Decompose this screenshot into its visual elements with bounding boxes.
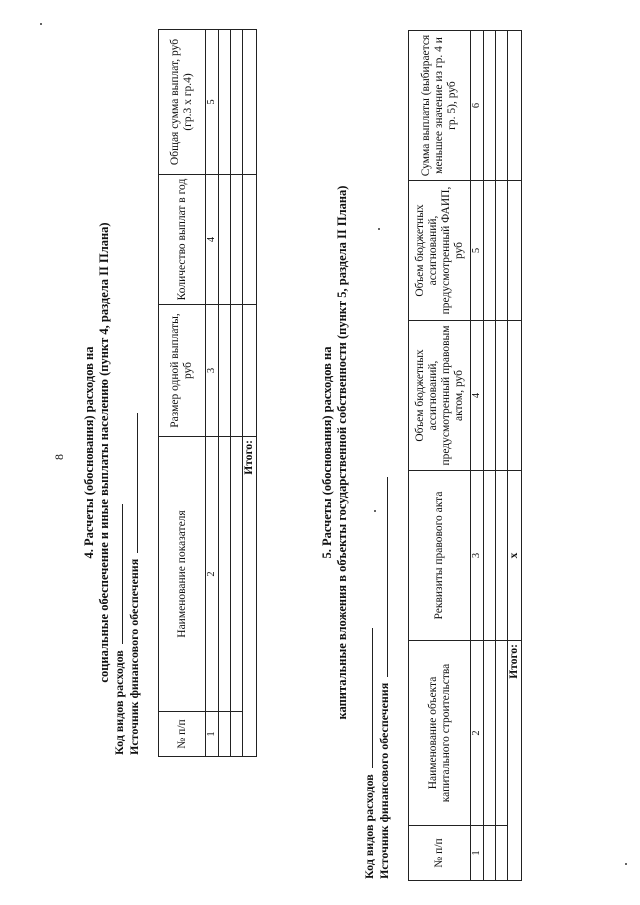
section5-column-number: 3 xyxy=(471,471,484,641)
section4-column-number-row xyxy=(206,30,219,757)
table-cell[interactable] xyxy=(219,30,231,175)
section5-code-label: Код видов расходов xyxy=(362,774,376,879)
scan-speck xyxy=(625,863,627,865)
section5-source-label: Источник финансового обеспечения xyxy=(377,682,391,879)
table-cell[interactable] xyxy=(484,321,496,471)
scan-speck xyxy=(374,510,376,512)
page-number: 8 xyxy=(52,454,66,460)
table-cell[interactable] xyxy=(231,30,243,175)
section5-column-number: 1 xyxy=(471,826,484,881)
table-cell[interactable] xyxy=(231,712,243,757)
scan-speck xyxy=(40,23,42,25)
section5-title-line1: 5. Расчеты (обоснования) расходов на xyxy=(320,346,334,559)
table-cell[interactable] xyxy=(496,471,508,641)
table-cell[interactable] xyxy=(484,471,496,641)
table-cell[interactable] xyxy=(508,31,522,181)
section5-code-line xyxy=(362,628,373,768)
table-cell[interactable] xyxy=(219,712,231,757)
section4-meta xyxy=(112,413,142,755)
section5-title-line2: капитальные вложения в объекты государственной собственности (пункт 5, раздела II Плана) xyxy=(335,185,349,720)
section4-source-line xyxy=(127,413,138,553)
table-cell[interactable] xyxy=(484,641,496,826)
section5-column-number: 2 xyxy=(471,641,484,826)
section4-total-label: Итого: xyxy=(243,437,257,757)
section4-title-line2: социальные обеспечение и иные выплаты населению (пункт 4, раздела II Плана) xyxy=(97,222,111,683)
section5-header-cell: Наименование объекта капитального строительства xyxy=(409,641,471,826)
section5-table xyxy=(408,30,522,881)
section5-column-number: 6 xyxy=(471,31,484,181)
section4-column-number: 3 xyxy=(206,305,219,437)
section5-code-row xyxy=(362,477,377,879)
section5-total-x: x xyxy=(508,471,522,641)
section4-title-line1: 4. Расчеты (обоснования) расходов на xyxy=(82,346,96,559)
table-cell[interactable] xyxy=(231,437,243,712)
table-cell[interactable] xyxy=(484,181,496,321)
section4-column-number: 1 xyxy=(206,712,219,757)
section5-total-row xyxy=(508,31,522,881)
section4-header-row xyxy=(159,30,206,757)
table-cell[interactable] xyxy=(484,31,496,181)
table-cell[interactable] xyxy=(484,826,496,881)
section4-table xyxy=(158,29,257,757)
section5-meta xyxy=(362,477,392,879)
table-cell[interactable] xyxy=(496,641,508,826)
table-cell[interactable] xyxy=(219,305,231,437)
table-cell[interactable] xyxy=(243,305,257,437)
section4-total-row xyxy=(243,30,257,757)
section4-header-cell: Размер одной выплаты, руб xyxy=(159,305,206,437)
table-cell[interactable] xyxy=(496,181,508,321)
table-cell[interactable] xyxy=(508,321,522,471)
table-cell[interactable] xyxy=(219,437,231,712)
section5-header-cell: Реквизиты правового акта xyxy=(409,471,471,641)
table-cell[interactable] xyxy=(496,826,508,881)
section4-title xyxy=(82,0,112,905)
section4-header-cell: Наименование показателя xyxy=(159,437,206,712)
section5-header-cell: № п/п xyxy=(409,826,471,881)
table-cell[interactable] xyxy=(219,175,231,305)
section5-total-label: Итого: xyxy=(508,641,522,881)
table-cell[interactable] xyxy=(508,181,522,321)
section4-column-number: 2 xyxy=(206,437,219,712)
section5-header-row xyxy=(409,31,471,881)
section5-header-cell: Сумма выплаты (выбирается меньшее значение из гр. 4 и гр. 5), руб xyxy=(409,31,471,181)
section4-header-cell: Количество выплат в год xyxy=(159,175,206,305)
table-row xyxy=(496,31,508,881)
section4-source-label: Источник финансового обеспечения xyxy=(127,558,141,755)
section4-code-line xyxy=(112,504,123,644)
section5-column-number-row xyxy=(471,31,484,881)
section4-source-row xyxy=(127,413,142,755)
section5-header-cell: Объем бюджетных ассигнований, предусмотренный ФАИП, руб xyxy=(409,181,471,321)
section4-column-number: 4 xyxy=(206,175,219,305)
scan-speck xyxy=(378,228,380,230)
table-cell[interactable] xyxy=(243,175,257,305)
section4-code-row xyxy=(112,413,127,755)
table-cell[interactable] xyxy=(231,305,243,437)
table-cell[interactable] xyxy=(243,30,257,175)
section5-source-row xyxy=(377,477,392,879)
section5-column-number: 4 xyxy=(471,321,484,471)
section5-column-number: 5 xyxy=(471,181,484,321)
section5-title xyxy=(320,0,350,905)
section5-header-cell: Объем бюджетных ассигнований, предусмотренный правовым актом, руб xyxy=(409,321,471,471)
section4-column-number: 5 xyxy=(206,30,219,175)
table-row xyxy=(219,30,231,757)
table-row xyxy=(231,30,243,757)
section4-header-cell: Общая сумма выплат, руб (гр.3 х гр.4) xyxy=(159,30,206,175)
section4-header-cell: № п/п xyxy=(159,712,206,757)
section5-source-line xyxy=(377,477,388,677)
section4-code-label: Код видов расходов xyxy=(112,650,126,755)
table-cell[interactable] xyxy=(231,175,243,305)
table-cell[interactable] xyxy=(496,321,508,471)
table-row xyxy=(484,31,496,881)
table-cell[interactable] xyxy=(496,31,508,181)
